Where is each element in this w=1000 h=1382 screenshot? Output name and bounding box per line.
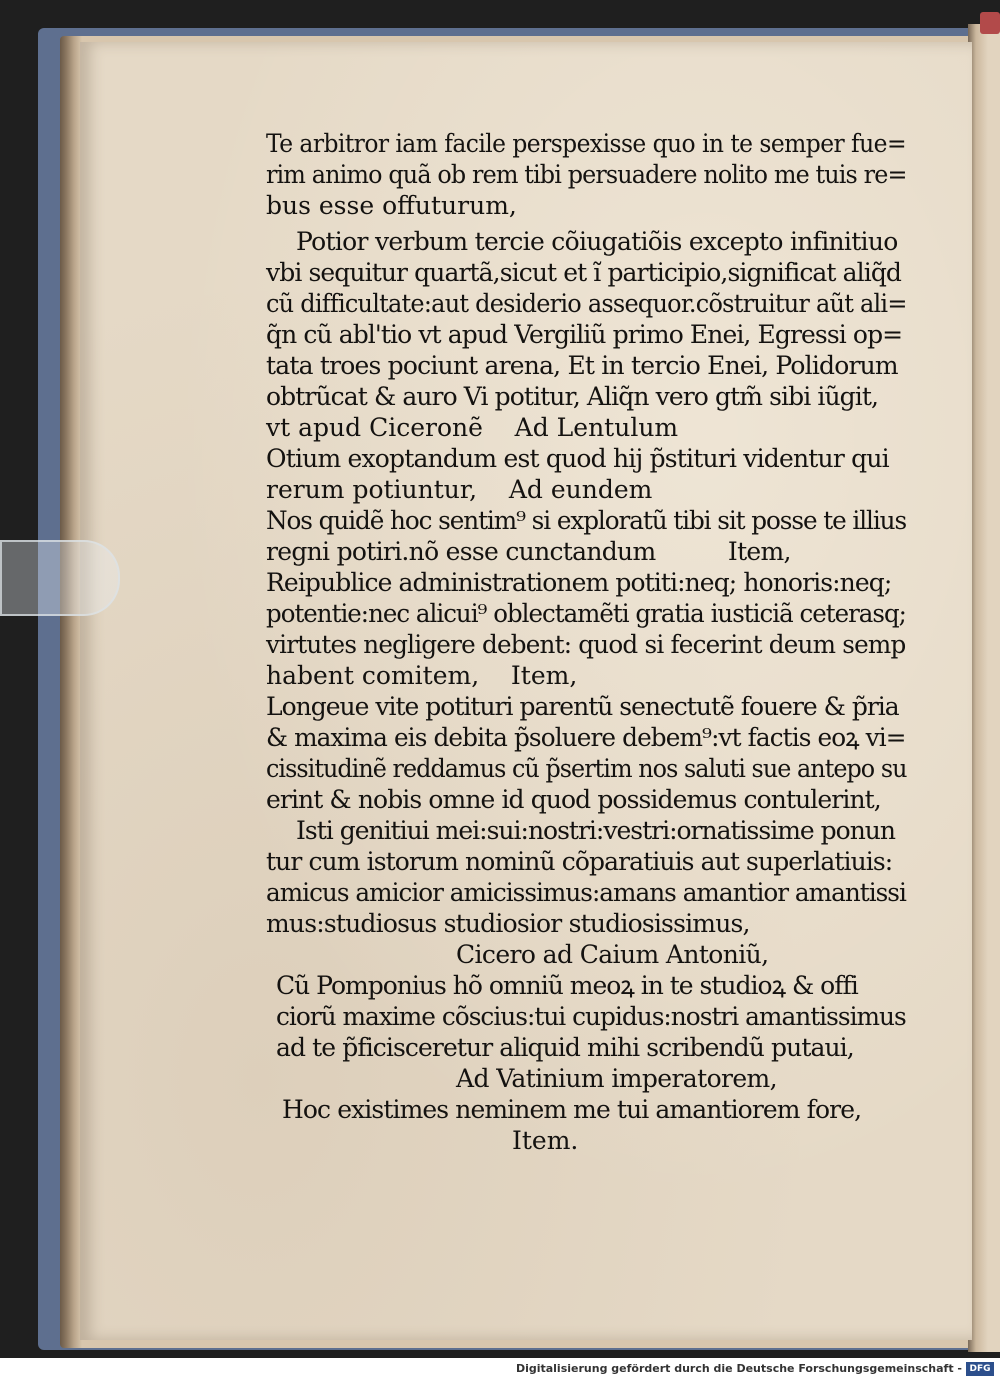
text-line: ciorũ maxime cõscius:tui cupidus:nostri amantissimus: [276, 1002, 906, 1031]
text-line: Longeue vite potituri parentũ senectutẽ fouere & p̃ria: [266, 692, 899, 721]
text-line: habent comitem, Item,: [266, 661, 578, 690]
bookmark-ribbon: [980, 12, 1000, 34]
text-line: Otium exoptandum est quod hij p̃stituri videntur qui: [266, 444, 889, 473]
text-line: Item.: [512, 1126, 579, 1155]
facing-page-edge: [968, 24, 1000, 1352]
text-line: erint & nobis omne id quod possidemus contulerint,: [266, 785, 881, 814]
text-line: Cũ Pomponius hõ omniũ meoꝝ in te studioꝝ & offi: [276, 971, 858, 1000]
text-line: rim animo quã ob rem tibi persuadere nolito me tuis re=: [266, 160, 907, 189]
text-line: bus esse offuturum,: [266, 191, 517, 220]
text-line: Te arbitror iam facile perspexisse quo in te semper fue=: [266, 129, 907, 158]
text-line: Cicero ad Caium Antoniũ,: [456, 940, 769, 969]
text-line: vt apud Ciceronẽ Ad Lentulum: [266, 413, 679, 442]
page-clip: [0, 540, 120, 616]
dfg-logo: DFG: [966, 1362, 994, 1376]
text-line: rerum potiuntur, Ad eundem: [266, 475, 653, 504]
text-line: tur cum istorum nominũ cõparatiuis aut superlatiuis:: [266, 847, 893, 876]
footer-credit: Digitalisierung gefördert durch die Deutsche Forschungsgemeinschaft -: [515, 1362, 962, 1375]
text-line: Reipublice administrationem potiti:neq; honoris:neq;: [266, 568, 892, 597]
text-line: q̃n cũ abl'tio vt apud Vergiliũ primo Enei, Egressi op=: [266, 320, 903, 349]
footer-bar: [0, 1358, 1000, 1382]
text-line: Nos quidẽ hoc sentim⁹ si exploratũ tibi sit posse te illius: [266, 506, 907, 535]
text-line: virtutes negligere debent: quod si fecerint deum semp: [266, 630, 906, 659]
text-line: mus:studiosus studiosior studiosissimus,: [266, 909, 750, 938]
text-line: Ad Vatinium imperatorem,: [456, 1064, 778, 1093]
text-line: amicus amicior amicissimus:amans amantior amantissi: [266, 878, 906, 907]
text-line: ad te p̃ficisceretur aliquid mihi scribendũ putaui,: [276, 1033, 854, 1062]
text-line: Isti genitiui mei:sui:nostri:vestri:ornatissime ponun: [296, 816, 896, 845]
text-line: & maxima eis debita p̃soluere debem⁹:vt factis eoꝝ vi=: [266, 723, 906, 752]
text-line: vbi sequitur quartã,sicut et ĩ participio,significat aliq̃d: [266, 258, 902, 287]
text-line: potentie:nec alicui⁹ oblectamẽti gratia iusticiã ceterasq;: [266, 599, 906, 628]
text-line: cũ difficultate:aut desiderio assequor.cõstruitur aũt ali=: [266, 289, 907, 318]
text-line: Potior verbum tercie cõiugatiõis excepto infinitiuo: [296, 227, 898, 256]
text-line: cissitudinẽ reddamus cũ p̃sertim nos saluti sue antepo su: [266, 754, 907, 783]
text-line: regni potiri.nõ esse cunctandum Item,: [266, 537, 791, 566]
text-line: obtrũcat & auro Vi potitur, Aliq̃n vero gtm̃ sibi iũgit,: [266, 382, 879, 411]
text-line: tata troes pociunt arena, Et in tercio Enei, Polidorum: [266, 351, 898, 380]
text-line: Hoc existimes neminem me tui amantiorem fore,: [282, 1095, 862, 1124]
